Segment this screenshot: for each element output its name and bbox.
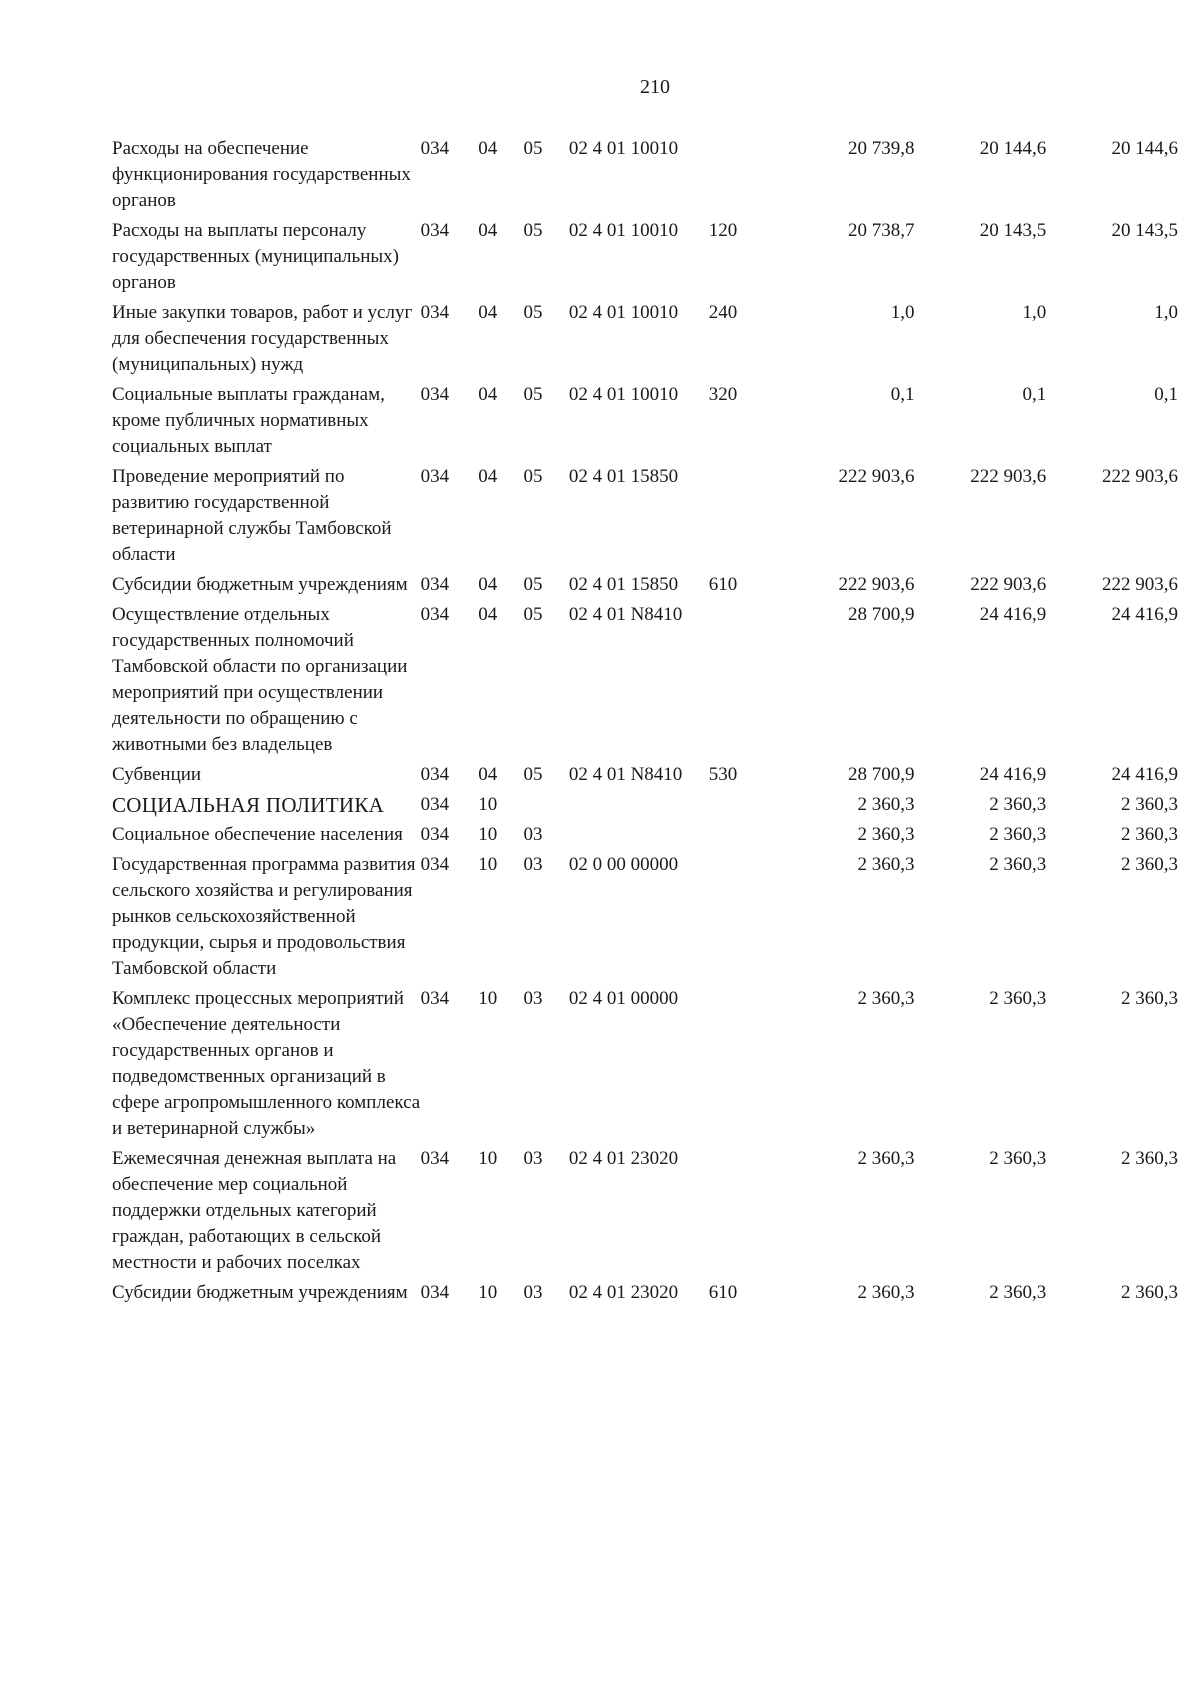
amount-year-2: 24 416,9 <box>979 604 1047 625</box>
expense-type-code <box>709 822 763 852</box>
row-name: Иные закупки товаров, работ и услуг для обеспечения государственных (муниципальных) нужд <box>112 302 413 375</box>
target-article-code: 02 4 01 15850 <box>568 574 679 595</box>
expense-type-code: 120 <box>708 220 738 241</box>
section-code: 10 <box>478 854 498 875</box>
target-article-code <box>569 822 709 852</box>
table-row <box>112 762 1178 792</box>
amount-year-3: 2 360,3 <box>1121 824 1178 845</box>
row-name: Субвенции <box>112 764 202 785</box>
amount-year-2: 2 360,3 <box>989 794 1047 815</box>
target-article-code: 02 4 01 10010 <box>568 138 679 159</box>
target-article-code: 02 0 00 00000 <box>568 854 679 875</box>
amount-year-1: 20 739,8 <box>848 138 915 159</box>
amount-year-2: 2 360,3 <box>989 1282 1047 1303</box>
subsection-code: 05 <box>523 138 543 159</box>
section-code: 10 <box>478 988 498 1009</box>
admin-code: 034 <box>420 988 450 1009</box>
table-row <box>112 602 1178 762</box>
amount-year-3: 24 416,9 <box>1111 764 1178 785</box>
row-name: Субсидии бюджетным учреждениям <box>112 1282 408 1303</box>
row-name: Комплекс процессных мероприятий «Обеспечение деятельности государственных органов и подведомственных организаций в сфере агропромышленного комплекса и ветеринарной службы» <box>112 988 421 1139</box>
target-article-code <box>569 792 709 822</box>
target-article-code: 02 4 01 10010 <box>568 302 679 323</box>
expense-type-code: 320 <box>708 384 738 405</box>
row-name: Государственная программа развития сельского хозяйства и регулирования рынков сельскохозяйственной продукции, сырья и продовольствия Тамбовской области <box>112 854 416 979</box>
table-row <box>112 1280 1178 1310</box>
amount-year-1: 2 360,3 <box>857 988 915 1009</box>
amount-year-3: 222 903,6 <box>1102 466 1178 487</box>
target-article-code: 02 4 01 23020 <box>568 1148 679 1169</box>
amount-year-2: 2 360,3 <box>989 854 1047 875</box>
row-name: Субсидии бюджетным учреждениям <box>112 574 408 595</box>
admin-code: 034 <box>420 854 450 875</box>
admin-code: 034 <box>420 138 450 159</box>
amount-year-2: 0,1 <box>1022 384 1047 405</box>
subsection-code: 03 <box>523 988 543 1009</box>
section-code: 04 <box>478 384 498 405</box>
amount-year-1: 2 360,3 <box>857 1148 915 1169</box>
amount-year-1: 2 360,3 <box>857 794 915 815</box>
amount-year-3: 0,1 <box>1154 384 1178 405</box>
subsection-code: 05 <box>523 604 543 625</box>
table-body <box>112 136 1178 1310</box>
amount-year-3: 24 416,9 <box>1111 604 1178 625</box>
subsection-code: 05 <box>523 384 543 405</box>
expense-type-code <box>709 852 763 986</box>
table-row <box>112 822 1178 852</box>
expense-type-code: 610 <box>708 1282 738 1303</box>
row-name: Социальное обеспечение населения <box>112 824 403 845</box>
section-code: 04 <box>478 764 498 785</box>
admin-code: 034 <box>420 302 450 323</box>
expense-type-code <box>709 602 763 762</box>
amount-year-1: 20 738,7 <box>848 220 915 241</box>
expense-type-code: 610 <box>708 574 738 595</box>
subsection-code: 05 <box>523 220 543 241</box>
amount-year-1: 28 700,9 <box>848 604 915 625</box>
admin-code: 034 <box>420 220 450 241</box>
amount-year-2: 2 360,3 <box>989 824 1047 845</box>
section-code: 04 <box>478 466 498 487</box>
target-article-code: 02 4 01 N8410 <box>568 764 683 785</box>
amount-year-2: 24 416,9 <box>979 764 1047 785</box>
table-row <box>112 136 1178 218</box>
table-row <box>112 1146 1178 1280</box>
amount-year-3: 2 360,3 <box>1121 988 1178 1009</box>
row-name: Социальные выплаты гражданам, кроме публичных нормативных социальных выплат <box>112 384 385 457</box>
admin-code: 034 <box>420 574 450 595</box>
admin-code: 034 <box>420 794 450 815</box>
section-code: 10 <box>478 794 498 815</box>
amount-year-1: 28 700,9 <box>848 764 915 785</box>
admin-code: 034 <box>420 384 450 405</box>
amount-year-1: 0,1 <box>890 384 915 405</box>
subsection-code: 05 <box>523 466 543 487</box>
expense-type-code <box>709 464 763 572</box>
amount-year-1: 1,0 <box>890 302 915 323</box>
amount-year-1: 222 903,6 <box>838 574 915 595</box>
amount-year-3: 222 903,6 <box>1102 574 1178 595</box>
table-row <box>112 852 1178 986</box>
admin-code: 034 <box>420 1148 450 1169</box>
table-row <box>112 300 1178 382</box>
target-article-code: 02 4 01 10010 <box>568 384 679 405</box>
row-name: Проведение мероприятий по развитию государственной ветеринарной службы Тамбовской области <box>112 466 392 565</box>
expense-type-code <box>709 1146 763 1280</box>
subsection-code: 03 <box>523 854 543 875</box>
table-row <box>112 218 1178 300</box>
admin-code: 034 <box>420 466 450 487</box>
subsection-code: 05 <box>523 574 543 595</box>
amount-year-1: 2 360,3 <box>857 824 915 845</box>
amount-year-3: 20 143,5 <box>1111 220 1178 241</box>
section-code: 04 <box>478 302 498 323</box>
row-name: Осуществление отдельных государственных полномочий Тамбовской области по организации мероприятий при осуществлении деятельности по обращению с животными без владельцев <box>112 604 408 755</box>
admin-code: 034 <box>420 604 450 625</box>
expense-type-code: 240 <box>708 302 738 323</box>
amount-year-3: 2 360,3 <box>1121 794 1178 815</box>
row-name: Ежемесячная денежная выплата на обеспечение мер социальной поддержки отдельных категорий граждан, работающих в сельской местности и рабочих поселках <box>112 1148 397 1273</box>
target-article-code: 02 4 01 15850 <box>568 466 679 487</box>
expense-type-code: 530 <box>708 764 738 785</box>
table-row <box>112 572 1178 602</box>
target-article-code: 02 4 01 10010 <box>568 220 679 241</box>
page-number: 210 <box>640 76 670 98</box>
section-code: 10 <box>478 1148 498 1169</box>
target-article-code: 02 4 01 23020 <box>568 1282 679 1303</box>
amount-year-2: 20 143,5 <box>979 220 1047 241</box>
amount-year-3: 2 360,3 <box>1121 1282 1178 1303</box>
row-name: СОЦИАЛЬНАЯ ПОЛИТИКА <box>112 793 385 817</box>
table-row <box>112 382 1178 464</box>
admin-code: 034 <box>420 1282 450 1303</box>
amount-year-1: 2 360,3 <box>857 1282 915 1303</box>
target-article-code: 02 4 01 00000 <box>568 988 679 1009</box>
amount-year-3: 2 360,3 <box>1121 854 1178 875</box>
subsection-code: 03 <box>523 1148 543 1169</box>
amount-year-2: 2 360,3 <box>989 1148 1047 1169</box>
amount-year-3: 2 360,3 <box>1121 1148 1178 1169</box>
subsection-code: 05 <box>523 302 543 323</box>
target-article-code: 02 4 01 N8410 <box>568 604 683 625</box>
amount-year-2: 222 903,6 <box>970 574 1047 595</box>
table-row <box>112 986 1178 1146</box>
admin-code: 034 <box>420 764 450 785</box>
amount-year-3: 20 144,6 <box>1111 138 1178 159</box>
amount-year-2: 1,0 <box>1022 302 1047 323</box>
subsection-code <box>524 792 569 822</box>
section-code: 04 <box>478 220 498 241</box>
amount-year-3: 1,0 <box>1154 302 1178 323</box>
budget-table <box>112 136 1178 1310</box>
amount-year-2: 222 903,6 <box>970 466 1047 487</box>
section-code: 04 <box>478 574 498 595</box>
expense-type-code <box>709 136 763 218</box>
row-name: Расходы на обеспечение функционирования государственных органов <box>112 138 411 211</box>
section-code: 04 <box>478 138 498 159</box>
row-name: Расходы на выплаты персоналу государственных (муниципальных) органов <box>112 220 399 293</box>
amount-year-2: 20 144,6 <box>979 138 1047 159</box>
amount-year-1: 222 903,6 <box>838 466 915 487</box>
amount-year-2: 2 360,3 <box>989 988 1047 1009</box>
expense-type-code <box>709 792 763 822</box>
admin-code: 034 <box>420 824 450 845</box>
section-code: 04 <box>478 604 498 625</box>
amount-year-1: 2 360,3 <box>857 854 915 875</box>
section-code: 10 <box>478 824 498 845</box>
section-code: 10 <box>478 1282 498 1303</box>
expense-type-code <box>709 986 763 1146</box>
table-row <box>112 792 1178 822</box>
subsection-code: 05 <box>523 764 543 785</box>
subsection-code: 03 <box>523 1282 543 1303</box>
subsection-code: 03 <box>523 824 543 845</box>
table-row <box>112 464 1178 572</box>
